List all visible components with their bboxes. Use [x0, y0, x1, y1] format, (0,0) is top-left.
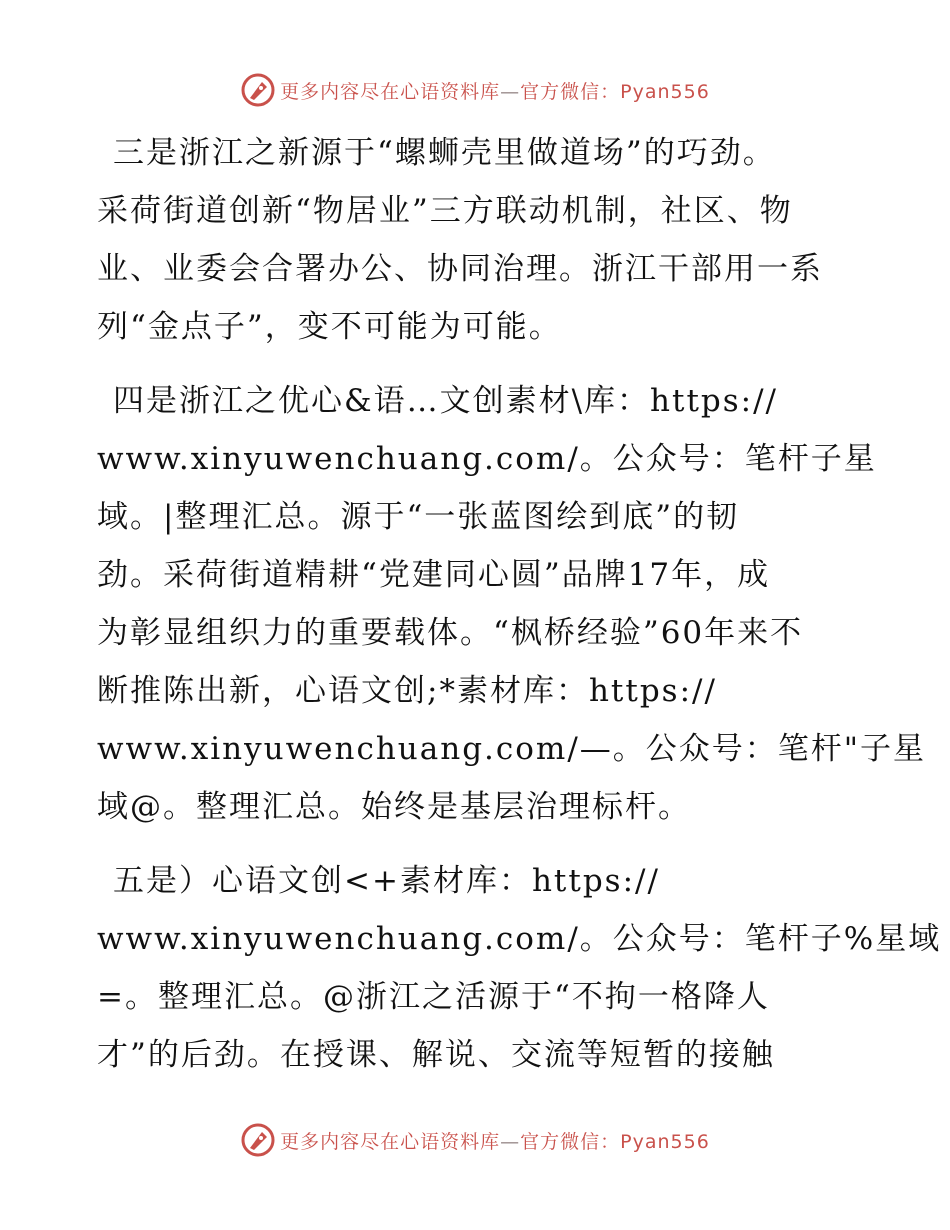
text-line: 三是浙江之新源于“螺蛳壳里做道场”的巧劲。: [113, 135, 776, 171]
text-line: 采荷街道创新“物居业”三方联动机制，社区、物: [97, 193, 793, 229]
paragraph-2: [97, 372, 927, 836]
pen-nib-circle-icon: [240, 1122, 276, 1158]
text-line: 业、业委会合署办公、协同治理。浙江干部用一系: [97, 251, 823, 287]
pen-nib-circle-icon: [240, 72, 276, 108]
text-line: 列“金点子”，变不可能为可能。: [97, 309, 562, 345]
paragraph-1: [97, 124, 897, 356]
text-line: 才”的后劲。在授课、解说、交流等短暂的接触: [97, 1037, 775, 1073]
watermark-text: 更多内容尽在心语资料库—官方微信：Pyan556: [280, 1130, 710, 1153]
text-line: 断推陈出新，心语文创;*素材库：https://: [97, 673, 717, 709]
text-line: 四是浙江之优心&语…文创素材\库：https://: [113, 383, 779, 419]
text-line: www.xinyuwenchuang.com/。公众号：笔杆子星: [97, 441, 877, 477]
text-line: 为彰显组织力的重要载体。“枫桥经验”60年来不: [97, 615, 804, 651]
text-line: 域。|整理汇总。源于“一张蓝图绘到底”的韧: [97, 499, 740, 535]
footer-watermark: [0, 1120, 950, 1160]
text-line: www.xinyuwenchuang.com/。公众号：笔杆子%星域: [97, 921, 942, 957]
document-body: [97, 124, 942, 1100]
text-line: 五是）心语文创<+素材库：https://: [113, 863, 660, 899]
header-watermark: [0, 70, 950, 110]
paragraph-3: [97, 852, 942, 1084]
text-line: www.xinyuwenchuang.com/—。公众号：笔杆"子星: [97, 731, 927, 767]
text-line: =。整理汇总。@浙江之活源于“不拘一格降人: [97, 979, 770, 1015]
text-line: 劲。采荷街道精耕“党建同心圆”品牌17年，成: [97, 557, 771, 593]
text-line: 域@。整理汇总。始终是基层治理标杆。: [97, 789, 691, 825]
watermark-text: 更多内容尽在心语资料库—官方微信：Pyan556: [280, 80, 710, 103]
